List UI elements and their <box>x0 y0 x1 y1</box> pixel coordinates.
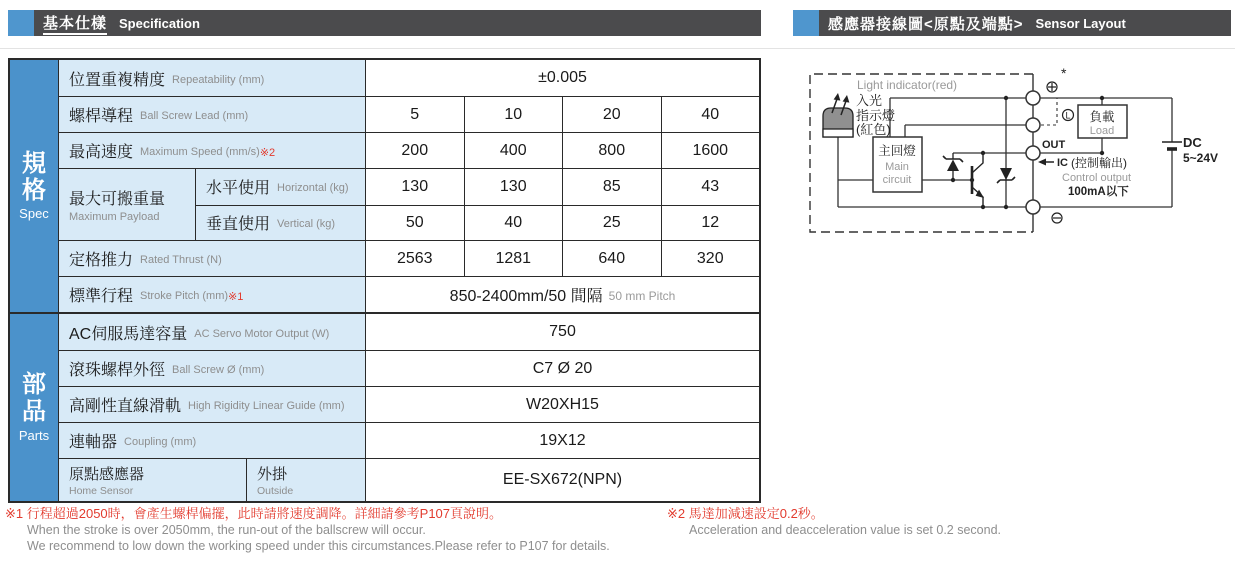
table-row-payload-vertical <box>196 205 759 241</box>
value-cell: ±0.005 <box>538 69 587 86</box>
dc-range-label: 5~24V <box>1183 151 1219 165</box>
ic-label: IC <box>1057 157 1068 169</box>
value-cell: 2563 <box>366 241 465 276</box>
row-label-en: AC Servo Motor Output (W) <box>194 327 330 340</box>
terminal-out <box>1026 146 1040 160</box>
value-cell: 5 <box>366 97 465 132</box>
value-cell: 400 <box>465 133 564 168</box>
footnote-2-en: Acceleration and deacceleration value is set 0.2 second. <box>689 522 1001 537</box>
value-cell: 640 <box>563 241 662 276</box>
battery-icon <box>1162 142 1182 149</box>
red-color-label: (紅色) <box>856 122 891 137</box>
out-label: OUT <box>1042 139 1066 151</box>
sensor-wiring-diagram <box>800 58 1235 258</box>
row-label-en: Ball Screw Lead (mm) <box>140 110 249 122</box>
sidebar-label-zh: 部品 <box>22 371 46 425</box>
table-row-linear-guide <box>59 386 759 422</box>
load-label-en: Load <box>1089 125 1115 137</box>
value-cell: 43 <box>701 177 720 195</box>
table-row-home-sensor <box>59 458 759 501</box>
sensor-header-bar <box>819 10 1231 36</box>
sidebar-label-en: Parts <box>18 427 50 443</box>
value-cell: 320 <box>696 249 724 267</box>
optional-link-dashed <box>1041 98 1057 125</box>
spec-section <box>10 60 759 312</box>
row-label-zh: 滾珠螺桿外徑 <box>69 362 166 379</box>
row-label-en: Home Sensor <box>69 485 134 497</box>
row-label-zh: AC伺服馬達容量 <box>69 325 188 343</box>
sidebar-label-en: Spec <box>19 206 49 222</box>
zener-diode-icon <box>997 168 1015 183</box>
specification-table <box>8 58 761 503</box>
footnote-marker: ※2 <box>259 146 276 159</box>
value-cell: 800 <box>563 133 662 168</box>
row-label-en: Rated Thrust (N) <box>140 254 222 266</box>
subrow-label-zh: 水平使用 <box>206 180 271 198</box>
led-indicator-icon <box>823 108 853 137</box>
divider-rule <box>0 48 1235 49</box>
main-circuit-en1: Main <box>885 161 909 173</box>
value-cell: 130 <box>465 169 564 205</box>
subrow-label-zh: 外掛 <box>257 466 288 483</box>
parts-section <box>10 312 759 501</box>
spec-section-header <box>8 10 761 36</box>
indicator-label: 指示燈 <box>856 108 896 123</box>
control-output-en: Control output <box>1062 172 1132 184</box>
row-label-en: Repeatability (mm) <box>172 73 265 86</box>
ic-arrow-icon <box>1038 159 1054 166</box>
value-cell: 200 <box>366 133 465 168</box>
spec-header-bar <box>34 10 761 36</box>
row-label-zh: 連軸器 <box>69 434 118 451</box>
spec-section-sidebar <box>10 60 59 312</box>
terminal-plus <box>1026 91 1040 105</box>
table-row-servo-output <box>59 314 759 350</box>
current-limit-label: 100mA以下 <box>1068 186 1129 198</box>
row-label-zh: 高剛性直線滑軌 <box>69 398 182 415</box>
value-cell: 12 <box>701 213 720 231</box>
value-cell: 19X12 <box>539 431 586 449</box>
value-cell: W20XH15 <box>526 395 599 413</box>
l-terminal-letter: L <box>1065 110 1071 121</box>
load-label-zh: 負載 <box>1089 110 1115 124</box>
row-label-en: Maximum Payload <box>69 211 160 223</box>
value-cell: 20 <box>563 97 662 132</box>
zener-diode-icon <box>943 153 963 180</box>
row-label-en: Coupling (mm) <box>124 436 197 448</box>
footnote-2 <box>667 506 1001 539</box>
spec-header-title-zh: 基本仕樣 <box>43 12 107 35</box>
table-row-stroke-pitch <box>59 276 759 312</box>
table-row-ball-screw-dia <box>59 350 759 386</box>
table-row-max-speed <box>59 132 759 168</box>
terminal-load <box>1026 118 1040 132</box>
row-label-en: Stroke Pitch (mm) <box>140 290 229 302</box>
value-cell: C7 Ø 20 <box>532 359 593 377</box>
table-row-max-payload <box>59 168 759 240</box>
table-row-payload-horizontal <box>196 169 759 205</box>
main-circuit-zh: 主回燈 <box>878 144 916 158</box>
value-cell: 1281 <box>465 241 564 276</box>
parts-section-sidebar <box>10 314 59 501</box>
value-cell: 40 <box>465 206 564 241</box>
star-note: * <box>1061 65 1067 81</box>
stroke-value-sub: 50 mm Pitch <box>608 289 676 303</box>
subrow-label-en: Horizontal (kg) <box>277 182 349 195</box>
row-label-zh: 螺桿導程 <box>69 108 134 125</box>
row-label-zh: 最大可搬重量 <box>69 191 166 208</box>
value-cell: 130 <box>366 169 465 205</box>
table-row-repeatability <box>59 60 759 96</box>
table-row-rated-thrust <box>59 240 759 276</box>
incoming-light-label: 入光 <box>856 93 883 108</box>
sensor-header-title-en: Sensor Layout <box>1035 15 1126 31</box>
control-output-zh: (控制輸出) <box>1071 156 1127 170</box>
value-cell: 1600 <box>692 141 729 159</box>
subrow-label-en: Vertical (kg) <box>277 218 336 231</box>
light-indicator-label: Light indicator(red) <box>857 78 958 92</box>
row-label-en: Maximum Speed (mm/s) <box>140 146 260 158</box>
row-label-zh: 原點感應器 <box>69 466 145 483</box>
row-label-en: High Rigidity Linear Guide (mm) <box>188 400 345 412</box>
footnote-marker: ※1 <box>228 290 244 303</box>
row-label-en: Ball Screw Ø (mm) <box>172 364 265 376</box>
spec-header-title-en: Specification <box>119 15 200 31</box>
terminal-minus <box>1026 200 1040 214</box>
footnote-1-en1: When the stroke is over 2050mm, the run-out of the ballscrew will occur. <box>27 522 426 537</box>
footnote-1-zh: ※1 行程超過2050時，會產生螺桿偏擺，此時請將速度調降。詳細請參考P107頁說明。 <box>5 506 503 521</box>
footnote-1-en2: We recommend to low down the working speed under this circumstances.Please refer to P107 for details. <box>27 538 610 553</box>
value-cell: 25 <box>563 206 662 241</box>
blue-accent-square <box>793 10 819 36</box>
row-label-zh: 位置重複精度 <box>69 71 166 89</box>
sensor-layout-header <box>793 10 1231 36</box>
row-label-zh: 標準行程 <box>69 288 134 305</box>
row-label-zh: 定格推力 <box>69 252 134 269</box>
footnote-2-zh: ※2 馬達加減速設定0.2秒。 <box>667 506 824 521</box>
row-label-zh: 最高速度 <box>69 144 134 161</box>
value-cell: 750 <box>549 323 576 340</box>
table-row-ball-screw-lead <box>59 96 759 132</box>
value-cell: 40 <box>701 105 720 123</box>
stroke-value: 850-2400mm/50 間隔 <box>449 288 603 305</box>
dc-label: DC <box>1183 135 1202 150</box>
value-cell: 10 <box>465 97 564 132</box>
value-cell: 85 <box>563 169 662 205</box>
value-cell: 50 <box>366 206 465 241</box>
subrow-label-en: Outside <box>257 485 294 497</box>
footnote-1 <box>5 506 610 554</box>
sensor-header-title-zh: 感應器接線圖<原點及端點> <box>828 15 1024 33</box>
table-row-coupling <box>59 422 759 458</box>
sidebar-label-zh: 規格 <box>22 149 46 204</box>
main-circuit-en2: circuit <box>882 174 912 186</box>
subrow-label-zh: 垂直使用 <box>206 216 271 234</box>
blue-accent-square <box>8 10 34 36</box>
value-cell: EE-SX672(NPN) <box>502 471 623 488</box>
